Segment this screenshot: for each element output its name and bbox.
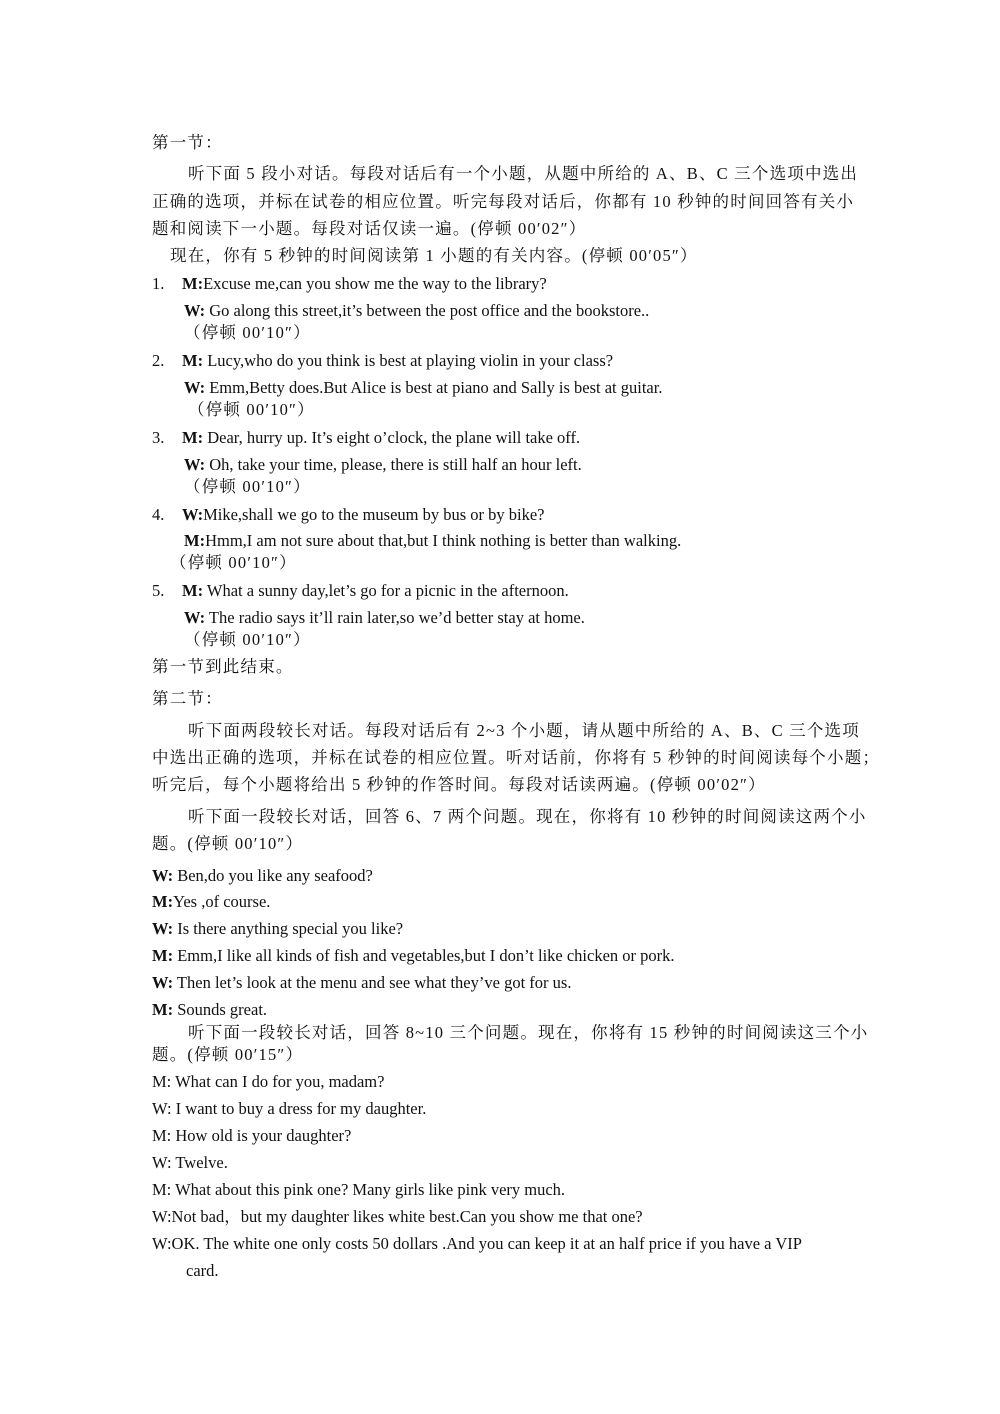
question-number: 2. <box>152 351 165 370</box>
dialog-text: The radio says it’ll rain later,so we’d better stay at home. <box>205 608 585 627</box>
dialog-line <box>152 865 373 887</box>
speaker-label: W: <box>184 301 206 320</box>
section1-prep: 现在，你有 5 秒钟的时间阅读第 1 小题的有关内容。(停顿 00′05″） <box>170 246 698 265</box>
dialog-text: Ben,do you like any seafood? <box>173 866 373 885</box>
dialog-text: Lucy,who do you think is best at playing violin in your class? <box>203 351 614 370</box>
dialog2-intro-line: 题。(停顿 00′15″） <box>152 1045 304 1064</box>
dialog-line: W: Twelve. <box>152 1153 228 1172</box>
section1-intro-line: 题和阅读下一小题。每段对话仅读一遍。(停顿 00′02″） <box>152 219 587 238</box>
section1-intro-line: 正确的选项，并标在试卷的相应位置。听完每段对话后，你都有 10 秒钟的时间回答有关小 <box>152 192 855 211</box>
speaker-label: M: <box>182 428 204 447</box>
pause-note: （停顿 00′10″） <box>184 323 311 342</box>
dialog-line <box>184 607 585 629</box>
dialog-line: W:OK. The white one only costs 50 dollars .And you can keep it at an half price if you have a VIP <box>152 1234 802 1253</box>
question-number: 5. <box>152 581 165 600</box>
dialog-line <box>184 454 582 476</box>
dialog-text: Excuse me,can you show me the way to the library? <box>203 274 547 293</box>
dialog-text: Is there anything special you like? <box>173 919 404 938</box>
dialog-line <box>152 972 571 994</box>
dialog2-intro-line: 听下面一段较长对话，回答 8~10 三个问题。现在，你将有 15 秒钟的时间阅读这三个小 <box>188 1023 869 1042</box>
question-item-1 <box>152 273 547 295</box>
question-number: 4. <box>152 505 165 524</box>
section2-intro-line: 听下面两段较长对话。每段对话后有 2~3 个小题，请从题中所给的 A、B、C 三个选项 <box>188 721 860 740</box>
dialog-text: Sounds great. <box>173 1000 268 1019</box>
dialog-text: Emm,Betty does.But Alice is best at piano and Sally is best at guitar. <box>205 378 663 397</box>
dialog-text: Yes ,of course. <box>173 892 271 911</box>
pause-note: （停顿 00′10″） <box>184 477 311 496</box>
dialog1-intro-line: 题。(停顿 00′10″） <box>152 834 304 853</box>
speaker-label: W: <box>182 505 204 524</box>
dialog-line: M: What can I do for you, madam? <box>152 1072 385 1091</box>
dialog-line <box>152 945 675 967</box>
question-number: 1. <box>152 274 165 293</box>
speaker-label: M: <box>152 946 174 965</box>
dialog-line: W: I want to buy a dress for my daughter. <box>152 1099 427 1118</box>
speaker-label: W: <box>152 866 174 885</box>
section2-heading: 第二节： <box>152 689 223 708</box>
speaker-label: W: <box>184 608 206 627</box>
dialog-line <box>184 530 681 552</box>
dialog1-intro-line: 听下面一段较长对话，回答 6、7 两个问题。现在，你将有 10 秒钟的时间阅读这两个小 <box>188 807 867 826</box>
section2-intro-line: 听完后，每个小题将给出 5 秒钟的作答时间。每段对话读两遍。(停顿 00′02″） <box>152 775 766 794</box>
question-item-2 <box>152 350 613 372</box>
section1-heading: 第一节： <box>152 133 223 152</box>
speaker-label: M: <box>184 531 206 550</box>
speaker-label: M: <box>152 892 174 911</box>
pause-note: （停顿 00′10″） <box>188 400 315 419</box>
question-item-3 <box>152 427 580 449</box>
speaker-label: M: <box>182 274 204 293</box>
dialog-line <box>184 300 649 322</box>
pause-note: （停顿 00′10″） <box>170 553 297 572</box>
dialog-text: What a sunny day,let’s go for a picnic in the afternoon. <box>203 581 569 600</box>
dialog-text: Emm,I like all kinds of fish and vegetables,but I don’t like chicken or pork. <box>173 946 675 965</box>
dialog-text: Hmm,I am not sure about that,but I think nothing is better than walking. <box>205 531 682 550</box>
dialog-line: W:Not bad，but my daughter likes white best.Can you show me that one? <box>152 1207 643 1226</box>
question-number: 3. <box>152 428 165 447</box>
dialog-line <box>152 891 270 913</box>
speaker-label: W: <box>184 455 206 474</box>
question-item-5 <box>152 580 569 602</box>
speaker-label: M: <box>152 1000 174 1019</box>
dialog-line: M: How old is your daughter? <box>152 1126 352 1145</box>
dialog-text: Dear, hurry up. It’s eight o’clock, the plane will take off. <box>203 428 581 447</box>
speaker-label: W: <box>152 919 174 938</box>
dialog-line <box>152 918 403 940</box>
dialog-text: Oh, take your time, please, there is still half an hour left. <box>205 455 582 474</box>
dialog-text: Then let’s look at the menu and see what they’ve got for us. <box>173 973 572 992</box>
speaker-label: W: <box>184 378 206 397</box>
section1-end: 第一节到此结束。 <box>152 657 294 676</box>
speaker-label: M: <box>182 351 204 370</box>
speaker-label: M: <box>182 581 204 600</box>
dialog-line-continued: card. <box>186 1261 219 1280</box>
pause-note: （停顿 00′10″） <box>184 630 311 649</box>
dialog-text: Mike,shall we go to the museum by bus or by bike? <box>203 505 545 524</box>
section1-intro-line: 听下面 5 段小对话。每段对话后有一个小题，从题中所给的 A、B、C 三个选项中选出 <box>188 164 859 183</box>
dialog-line <box>152 999 267 1021</box>
dialog-text: Go along this street,it’s between the post office and the bookstore.. <box>205 301 650 320</box>
section2-intro-line: 中选出正确的选项，并标在试卷的相应位置。听对话前，你将有 5 秒钟的时间阅读每个小题； <box>152 748 881 767</box>
dialog-line: M: What about this pink one? Many girls like pink very much. <box>152 1180 566 1199</box>
speaker-label: W: <box>152 973 174 992</box>
question-item-4 <box>152 504 545 526</box>
dialog-line <box>184 377 662 399</box>
